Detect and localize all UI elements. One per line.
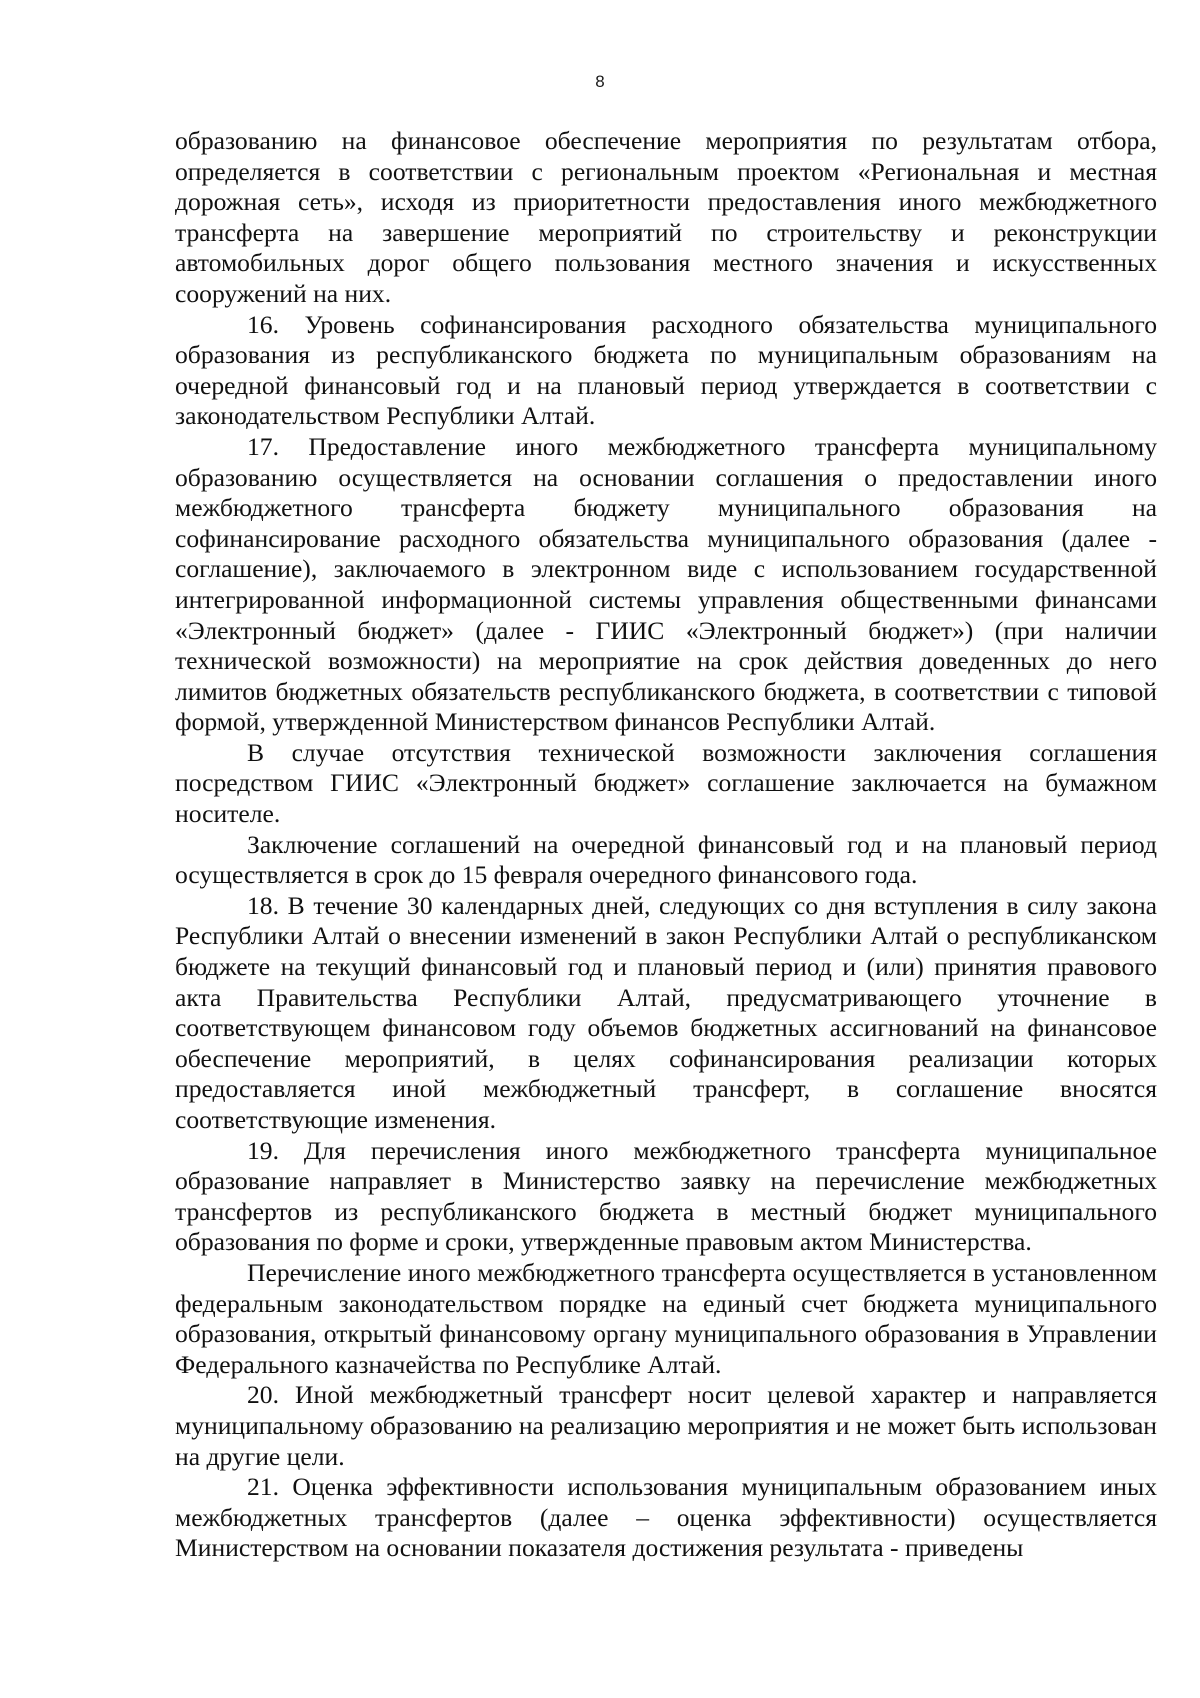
paragraph-17: 17. Предоставление иного межбюджетного трансферта муниципальному образованию осуществляется на основании соглашения о предоставлении иного межбюджетного трансферта бюджету муниципального образования на софинансирование расходного обязательства муниципального образования (далее - соглашение), заключаемого в электронном виде с использованием государственной интегрированной информационной системы управления общественными финансами «Электронный бюджет» (далее - ГИИС «Электронный бюджет») (при наличии технической возможности) на мероприятие на срок действия доведенных до него лимитов бюджетных обязательств республиканского бюджета, в соответствии с типовой формой, утвержденной Министерством финансов Республики Алтай. [175, 431, 1157, 737]
paragraph-17-no-technical-possibility: В случае отсутствия технической возможности заключения соглашения посредством ГИИС «Электронный бюджет» соглашение заключается на бумажном носителе. [175, 737, 1157, 829]
paragraph-21: 21. Оценка эффективности использования муниципальным образованием иных межбюджетных трансфертов (далее – оценка эффективности) осуществляется Министерством на основании показателя достижения результата - приведены [175, 1472, 1157, 1563]
page-number: 8 [595, 72, 605, 91]
paragraph-18: 18. В течение 30 календарных дней, следующих со дня вступления в силу закона Республики Алтай о внесении изменений в закон Республики Алтай о республиканском бюджете на текущий финансовый год и плановый период и (или) принятия правового акта Правительства Республики Алтай, предусматривающего уточнение в соответствующем финансовом году объемов бюджетных ассигнований на финансовое обеспечение мероприятий, в целях софинансирования реализации которых предоставляется иной межбюджетный трансферт, в соглашение вносятся соответствующие изменения. [175, 890, 1157, 1134]
paragraph-19: 19. Для перечисления иного межбюджетного трансферта муниципальное образование направляет в Министерство заявку на перечисление межбюджетных трансфертов из республиканского бюджета в местный бюджет муниципального образования по форме и сроки, утвержденные правовым актом Министерства. [175, 1135, 1157, 1257]
paragraph-19-transfer: Перечисление иного межбюджетного трансферта осуществляется в установленном федеральным законодательством порядке на единый счет бюджета муниципального образования, открытый финансовому органу муниципального образования в Управлении Федерального казначейства по Республике Алтай. [175, 1257, 1157, 1379]
paragraph-17-agreement-deadline: Заключение соглашений на очередной финансовый год и на плановый период осуществляется в срок до 15 февраля очередного финансового года. [175, 829, 1157, 890]
paragraph-continuation: образованию на финансовое обеспечение мероприятия по результатам отбора, определяется в соответствии с региональным проектом «Региональная и местная дорожная сеть», исходя из приоритетности предоставления иного межбюджетного трансферта на завершение мероприятий по строительству и реконструкции автомобильных дорог общего пользования местного значения и искусственных сооружений на них. [175, 126, 1157, 308]
paragraph-16: 16. Уровень софинансирования расходного обязательства муниципального образования из республиканского бюджета по муниципальным образованиям на очередной финансовый год и на плановый период утверждается в соответствии с законодательством Республики Алтай. [175, 309, 1157, 431]
document-body [175, 126, 1157, 1564]
paragraph-20: 20. Иной межбюджетный трансферт носит целевой характер и направляется муниципальному образованию на реализацию мероприятия и не может быть использован на другие цели. [175, 1380, 1157, 1471]
